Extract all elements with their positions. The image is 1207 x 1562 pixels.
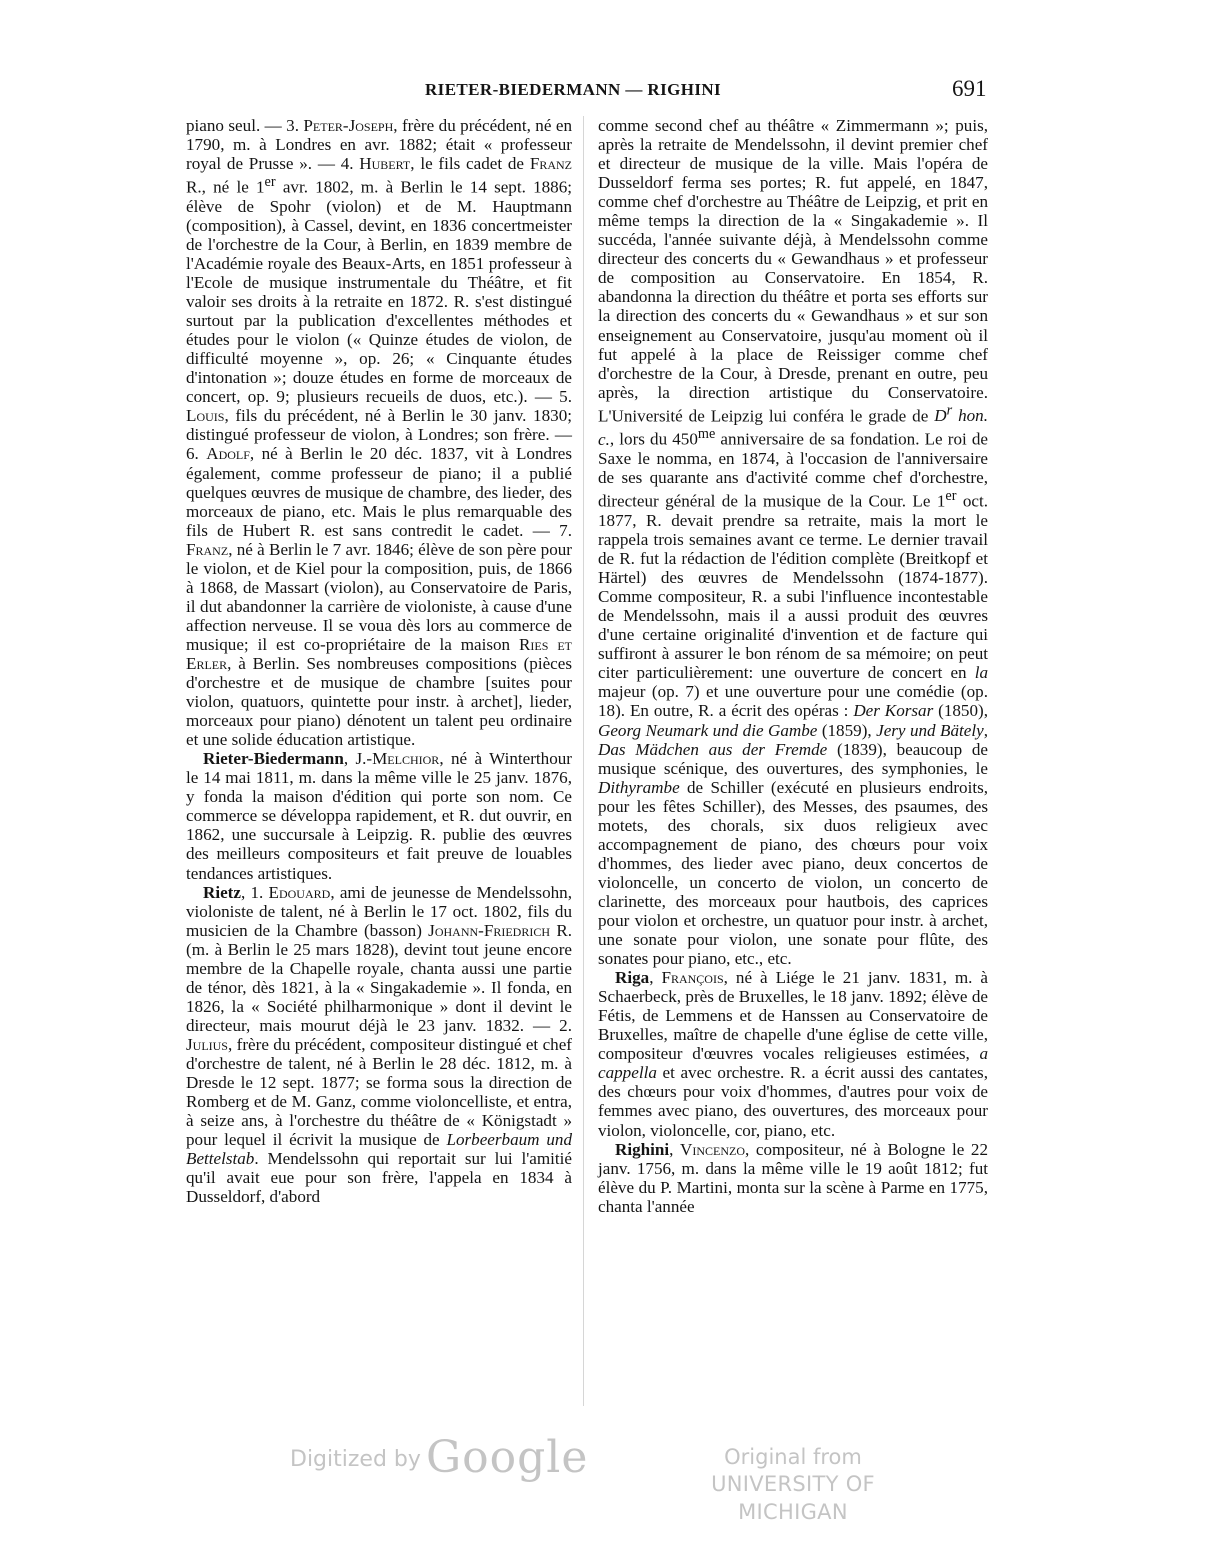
- dictionary-entry: Rieter-Biedermann, J.-Melchior, né à Winterthour le 14 mai 1811, m. dans la même ville le 25 janv. 1876, y fonda la maison d'édition qui porte son nom. Ce commerce se développa rapidement, et R. dut ouvrir, en 1862, une succursale à Leipzig. R. publie des œuvres des meilleurs compositeurs et fait preuve de louables tendances artistiques.: [186, 749, 572, 883]
- university-label: UNIVERSITY OF MICHIGAN: [711, 1472, 875, 1524]
- digitized-by-watermark: [290, 1432, 588, 1483]
- paragraph: piano seul. — 3. Peter-Joseph, frère du précédent, né en 1790, m. à Londres en avr. 1882; était « professeur royal de Prusse ». — 4. Hubert, le fils cadet de Franz R., né le 1er avr. 1802, m. à Berlin le 14 sept. 1886; élève de Spohr (violon) et de M. Hauptmann (composition), à Cassel, devint, en 1836 concertmeister de l'orchestre de la Cour, à Berlin, en 1839 membre de l'Académie royale des Beaux-Arts, en 1851 professeur à l'Ecole de musique instrumentale du Théâtre, et fit valoir ses droits à la retraite en 1872. R. s'est distingué surtout par la publication d'excellentes méthodes et études pour le violon (« Quinze études de violon, de difficulté moyenne », op. 26; « Cinquante études d'intonation »; douze études en forme de morceaux de concert, op. 9; plusieurs recueils de duos, etc.). — 5. Louis, fils du précédent, né à Berlin le 30 janv. 1830; distingué professeur de violon, à Londres; son frère. — 6. Adolf, né à Berlin le 20 déc. 1837, vit à Londres également, comme professeur de piano; il a publié quelques œuvres de musique de chambre, des lieder, des morceaux de piano, etc. Mais le plus remarquable des fils de Hubert R. est sans contredit le cadet. — 7. Franz, né à Berlin le 7 avr. 1846; élève de son père pour le violon, et de Kiel pour la composition, puis, de 1866 à 1868, de Massart (violon), au Conservatoire de Paris, il dut abandonner la carrière de violoniste, à cause d'une affection nerveuse. Il se voua dès lors au commerce de musique; il est co-propriétaire de la maison Ries et Erler, à Berlin. Ses nombreuses compositions (pièces d'orchestre et de musique de chambre [suites pour violon, quatuors, quintette pour instr. à archet], lieder, morceaux pour piano) dénotent un talent peu ordinaire et une solide éducation artistique.: [186, 116, 573, 750]
- running-title: RIETER-BIEDERMANN — RIGHINI: [425, 80, 722, 99]
- dictionary-entry: Righini, Vincenzo, compositeur, né à Bologne le 22 janv. 1756, m. dans la même ville le 19 août 1812; fut élève du P. Martini, monta sur la scène à Parme en 1775, chanta l'année: [598, 1139, 988, 1216]
- page-number: 691: [952, 76, 987, 101]
- right-column: [598, 116, 988, 1216]
- left-column: [186, 116, 572, 1206]
- column-divider: [583, 116, 584, 1406]
- original-from-label: Original from: [724, 1445, 862, 1469]
- google-logo: Google: [426, 1432, 589, 1483]
- dictionary-entry: Riga, François, né à Liége le 21 janv. 1831, m. à Schaerbeck, près de Bruxelles, le 18 janv. 1892; élève de Fétis, de Lemmens et de Hanssen au Conservatoire de Bruxelles, maître de chapelle d'une église de cette ville, compositeur d'œuvres vocales religieuses estimées, a cappella et avec orchestre. R. a écrit aussi des cantates, des chœurs pour voix d'hommes, d'autres pour voix de femmes avec piano, des ouvertures, des morceaux pour violon, violoncelle, cor, piano, etc.: [598, 968, 989, 1140]
- digitized-label: Digitized by: [290, 1447, 421, 1472]
- dictionary-entry: Rietz, 1. Edouard, ami de jeunesse de Mendelssohn, violoniste de talent, né à Berlin le 17 oct. 1802, fils du musicien de la Chambre (basson) Johann-Friedrich R. (m. à Berlin le 25 mars 1828), devint tout jeune encore membre de la Chapelle royale, chanta aussi une partie de ténor, dès 1821, à la « Singakademie ». Il fonda, en 1826, la « Société philharmonique » dont il devint le directeur, mais mourut déjà le 23 janv. 1832. — 2. Julius, frère du précédent, compositeur distingué et chef d'orchestre de talent, né à Berlin le 28 déc. 1812, m. à Dresde le 12 sept. 1877; se forma sous la direction de Romberg et de M. Ganz, comme violoncelliste, et entra, à seize ans, à l'orchestre du théâtre de « Königstadt » pour lequel il écrivit la musique de Lorbeerbaum und Bettelstab. Mendelssohn qui reportait sur lui l'amitié qu'il avait eue pour son frère, l'appela en 1834 à Dusseldorf, d'abord: [186, 882, 572, 1207]
- running-header: [0, 76, 1207, 110]
- paragraph: comme second chef au théâtre « Zimmermann »; puis, après la retraite de Mendelssohn, il devint premier chef et directeur de musique de la ville. Mais l'opéra de Dusseldorf ferma ses portes; R. fut appelé, en 1847, comme chef d'orchestre au Théâtre de Leipzig, et prit en même temps la direction de la « Singakademie ». Il succéda, l'année suivante déjà, à Mendelssohn comme directeur des concerts du « Gewandhaus » et professeur de composition au Conservatoire. En 1854, R. abandonna la direction du théâtre et porta ses efforts sur la direction des concerts du « Gewandhaus » et sur son enseignement au Conservatoire, jusqu'au moment où il fut appelé à la place de Reissiger comme chef d'orchestre de la Cour, à Dresde, prenant en outre, peu après, la direction artistique du Conservatoire. L'Université de Leipzig lui conféra le grade de $D^r$ hon. c., lors du $450^{me}$ anniversaire de sa fondation. Le roi de Saxe le nomma, en 1874, à l'occasion de l'anniversaire de ses quarante ans d'activité comme chef d'orchestre, directeur général de la musique de la Cour. Le 1er oct. 1877, R. devait prendre sa retraite, mais la mort le rappela trois semaines avant ce terme. Le dernier travail de R. fut la rédaction de l'édition complète (Breitkopf et Härtel) des œuvres de Mendelssohn (1874-1877). Comme compositeur, R. a subi l'influence incontestable de Mendelssohn, mais il a aussi produit des œuvres d'une certaine originalité d'invention et de facture qui suffiront à assurer le bon rénom de sa mémoire; on peut citer particulièrement: une ouverture de concert en la majeur (op. 7) et une ouverture pour une comédie (op. 18). En outre, R. a écrit des opéras : Der Korsar (1850), Georg Neumark und die Gambe (1859), Jery und Bätely, Das Mädchen aus der Fremde (1839), beaucoup de musique scénique, des ouvertures, des symphonies, le Dithyrambe de Schiller (exécuté en plusieurs endroits, pour les fêtes Schiller), des Messes, des psaumes, des motets, des chorals, six duos religieux avec accompagnement de piano, des chœurs pour voix d'hommes, des lieder avec piano, deux concertos de violoncelle, un concerto de violon, un concerto de clarinette, des morceaux pour hautbois, des caprices pour violon et orchestre, un quatuor pour instr. à archet, une sonate pour violon, une sonate pour flûte, des sonates pour piano, etc., etc.: [598, 116, 989, 969]
- original-from-watermark: [668, 1444, 918, 1526]
